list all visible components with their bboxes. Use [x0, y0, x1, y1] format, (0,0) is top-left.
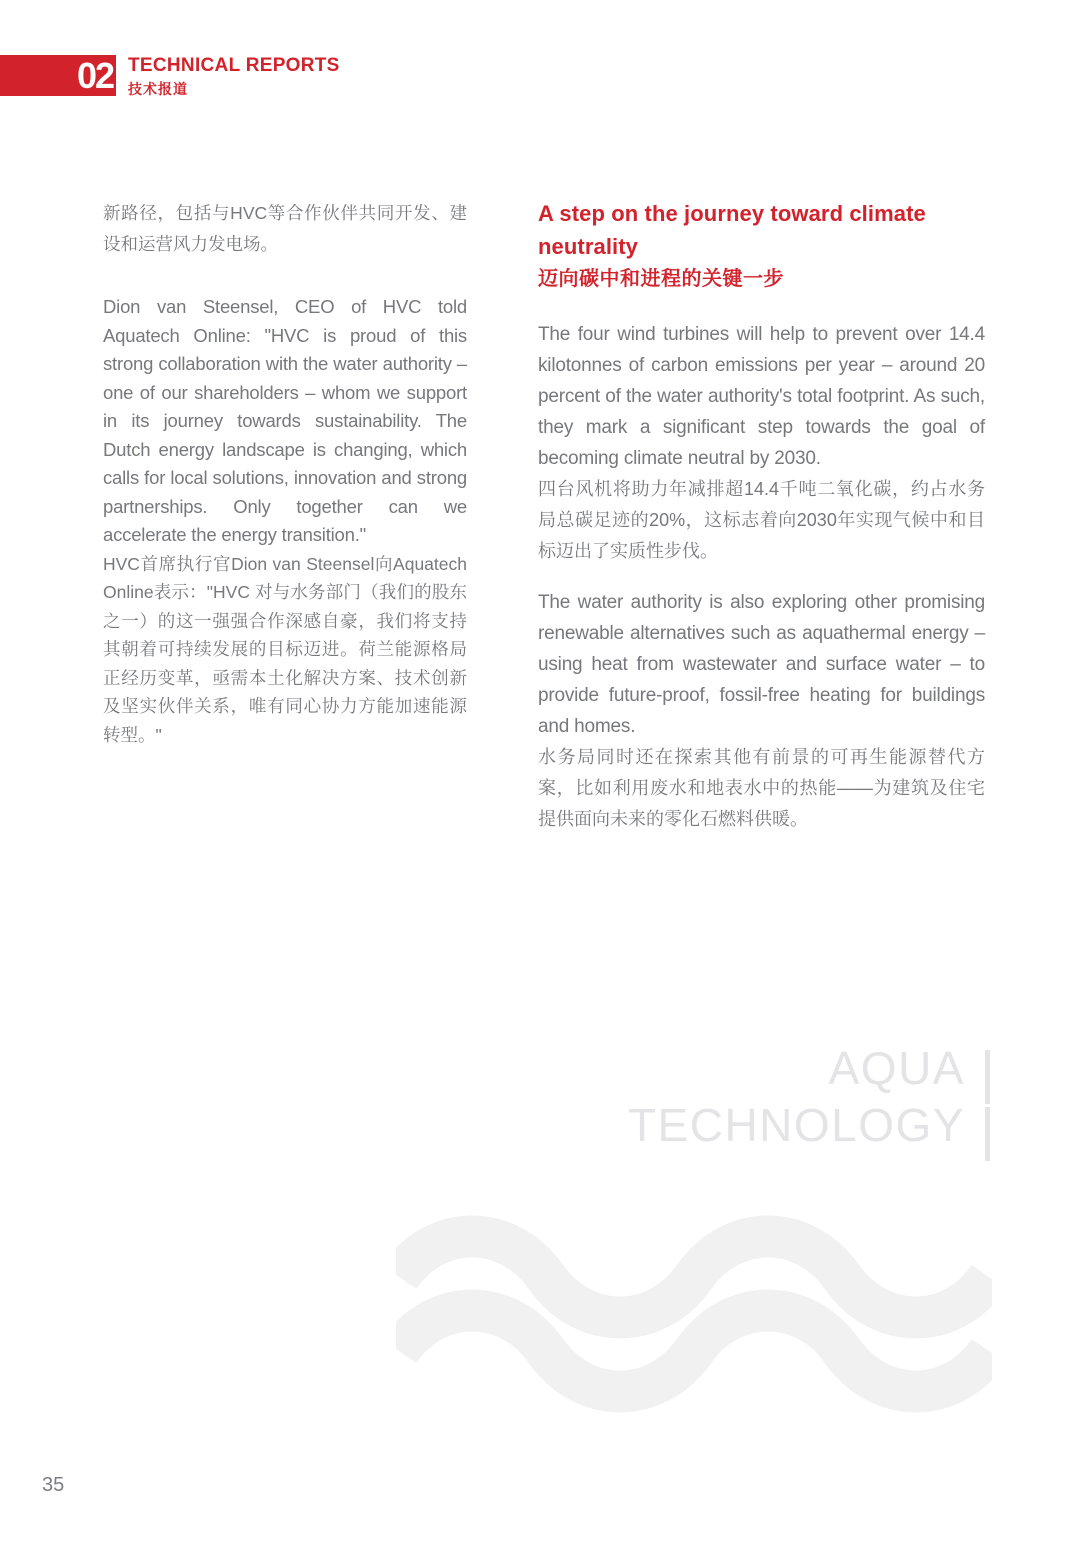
article-heading-en: A step on the journey toward climate neutrality: [538, 201, 926, 259]
quote-paragraph-zh: HVC首席执行官Dion van Steensel向Aquatech Online表示："HVC 对与水务部门（我们的股东之一）的这一强强合作深感自豪，我们将支持其朝着可持续发展的目标迈进。荷兰能源格局正经历变革，亟需本土化解决方案、技术创新及坚实伙伴关系，唯有同心协力方能加速能源转型。": [103, 553, 467, 745]
section-number: 02: [76, 54, 113, 96]
watermark-text-technology: TECHNOLOGY: [627, 1099, 965, 1151]
paragraph-2-zh: 水务局同时还在探索其他有前景的可再生能源替代方案，比如利用废水和地表水中的热能——为建筑及住宅提供面向未来的零化石燃料供暖。: [538, 747, 985, 829]
watermark-line-2: [628, 1097, 990, 1154]
section-number-box: [0, 55, 116, 96]
section-title-en: TECHNICAL REPORTS: [128, 55, 340, 76]
page-number: 35: [42, 1474, 65, 1496]
intro-paragraph-zh: 新路径，包括与HVC等合作伙伴共同开发、建设和运营风力发电场。: [103, 203, 467, 254]
watermark-line-1: [628, 1040, 990, 1097]
paragraph-2-en: The water authority is also exploring other promising renewable alternatives such as aquathermal energy – using heat from wastewater and surface water – to provide future-proof, fossil-free heating for buildings and homes.: [538, 592, 985, 737]
article-heading-zh: 迈向碳中和进程的关键一步: [538, 268, 784, 290]
paragraph-block-1: [538, 319, 985, 567]
wave-decoration: [396, 1192, 992, 1444]
section-title-zh: 技术报道: [128, 81, 188, 97]
left-column: [103, 198, 467, 749]
watermark-bar: [985, 1050, 990, 1104]
section-titles: [128, 54, 340, 98]
right-column: [538, 197, 985, 835]
paragraph-block-2: [538, 587, 985, 835]
watermark: [628, 1040, 990, 1154]
watermark-text-aqua: AQUA: [828, 1042, 965, 1094]
quote-paragraph-en: Dion van Steensel, CEO of HVC told Aquatech Online: "HVC is proud of this strong collaboration with the water authority – one of our shareholders – whom we support in its journey towards sustainability. The Dutch energy landscape is changing, which calls for local solutions, innovation and strong partnerships. Only together can we accelerate the energy transition.": [103, 296, 467, 545]
paragraph-1-en: The four wind turbines will help to prevent over 14.4 kilotonnes of carbon emissions per year – around 20 percent of the water authority's total footprint. As such, they mark a significant step towards the goal of becoming climate neutral by 2030.: [538, 324, 985, 469]
watermark-bar: [985, 1107, 990, 1161]
paragraph-1-zh: 四台风机将助力年减排超14.4千吨二氧化碳，约占水务局总碳足迹的20%，这标志着向2030年实现气候中和目标迈出了实质性步伐。: [538, 479, 985, 561]
